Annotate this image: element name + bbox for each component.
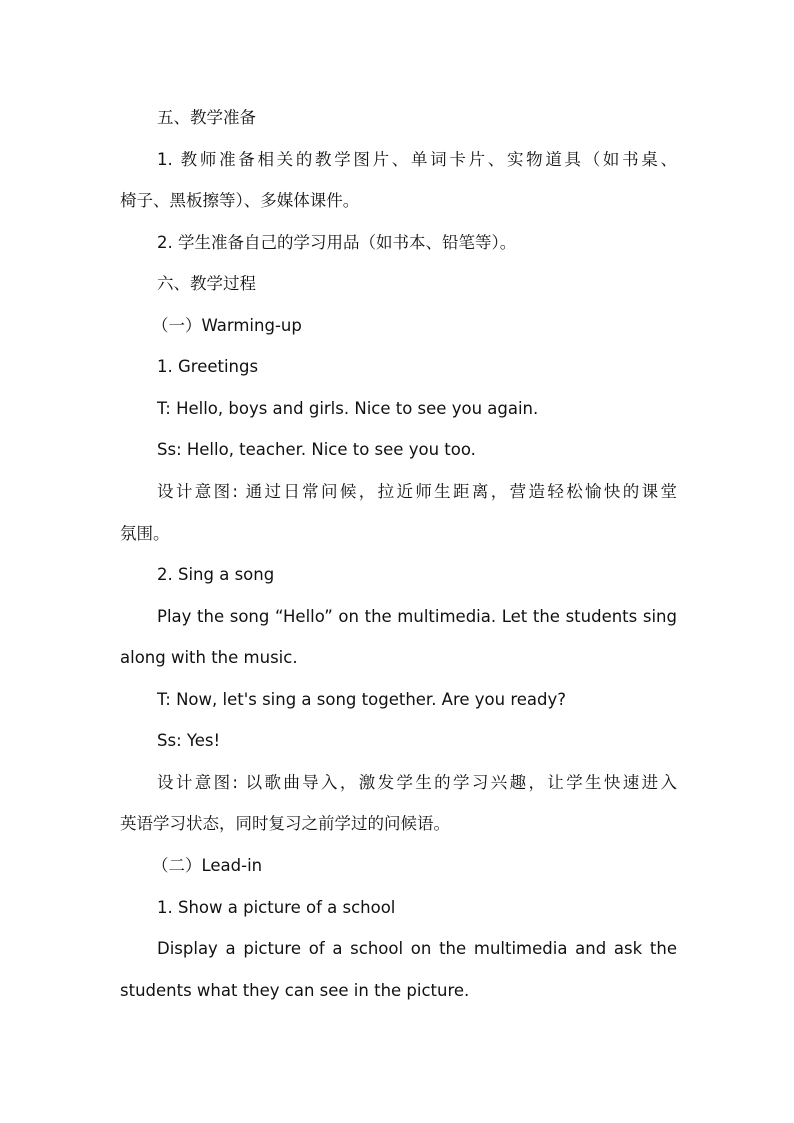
- design-intent-line: 设计意图: 以歌曲导入，激发学生的学习兴趣，让学生快速进入: [157, 773, 677, 792]
- paragraph-line: 2. 学生准备自己的学习用品（如书本、铅笔等）。: [157, 233, 517, 252]
- paragraph-line: 椅子、黑板擦等）、多媒体课件。: [120, 191, 360, 210]
- paragraph-line: along with the music.: [120, 648, 298, 667]
- step-heading-greetings: 1. Greetings: [157, 357, 259, 376]
- design-intent-line: 氛围。: [120, 524, 170, 543]
- subsection-heading-warming-up: （一）Warming-up: [152, 316, 302, 335]
- paragraph-line: students what they can see in the picture.: [120, 981, 470, 1000]
- subsection-heading-lead-in: （二）Lead-in: [152, 856, 263, 875]
- design-intent-line: 设计意图: 通过日常问候，拉近师生距离，营造轻松愉快的课堂: [157, 482, 677, 501]
- step-heading-show-picture: 1. Show a picture of a school: [157, 898, 396, 917]
- design-intent-line: 英语学习状态，同时复习之前学过的问候语。: [120, 814, 450, 833]
- dialogue-line: Ss: Hello, teacher. Nice to see you too.: [157, 440, 476, 459]
- step-heading-sing-a-song: 2. Sing a song: [157, 565, 275, 584]
- paragraph-line: 1. 教师准备相关的教学图片、单词卡片、实物道具（如书桌、: [157, 150, 677, 169]
- dialogue-line: T: Now, let's sing a song together. Are you ready?: [157, 690, 567, 709]
- section-heading-process: 六、教学过程: [157, 274, 256, 293]
- paragraph-line: Display a picture of a school on the multimedia and ask the: [157, 939, 677, 958]
- paragraph-line: Play the song “Hello” on the multimedia. Let the students sing: [157, 607, 677, 626]
- section-heading-preparation: 五、教学准备: [157, 108, 256, 127]
- dialogue-line: T: Hello, boys and girls. Nice to see you again.: [157, 399, 539, 418]
- dialogue-line: Ss: Yes!: [157, 731, 221, 750]
